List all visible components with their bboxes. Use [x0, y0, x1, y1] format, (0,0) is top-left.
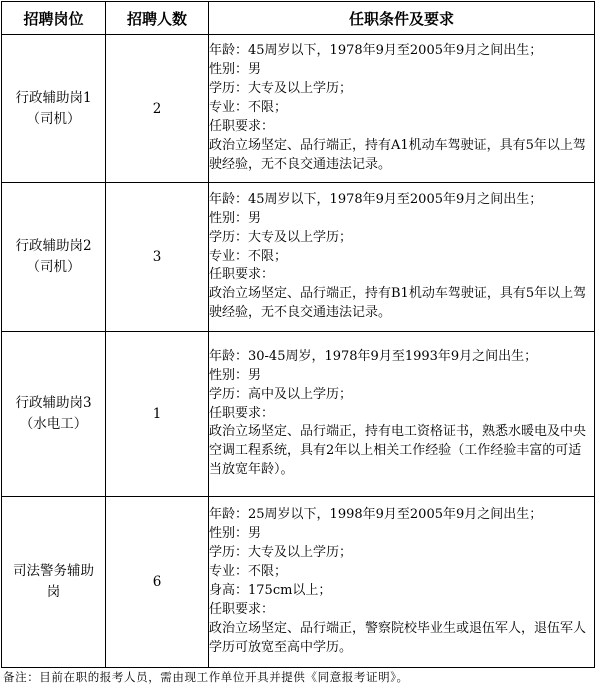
- table-row: [2, 332, 595, 497]
- age-requirement: 年龄：25周岁以下，1998年9月至2005年9月之间出生；: [209, 507, 543, 523]
- position-note: 岗: [46, 584, 61, 600]
- job-requirement-label: 任职要求：: [209, 118, 275, 134]
- requirements-cell: [209, 183, 595, 332]
- position-name: 行政辅助岗3: [15, 395, 92, 411]
- age-requirement: 年龄：45周岁以下，1978年9月至2005年9月之间出生；: [209, 191, 543, 207]
- education-requirement: 学历：高中及以上学历；: [209, 386, 353, 402]
- count-cell: 6: [106, 497, 209, 668]
- age-requirement: 年龄：30-45周岁，1978年9月至1993年9月之间出生；: [209, 348, 538, 364]
- job-requirement-text: 政治立场坚定、品行端正，持有电工资格证书，熟悉水暖电及中央空调工程系统，具有2年以上相关工作经验（工作经验丰富的可适当放宽年龄）。: [209, 424, 587, 478]
- count-cell: 3: [106, 183, 209, 332]
- header-requirements: 任职条件及要求: [209, 2, 595, 35]
- recruitment-table: [1, 1, 595, 668]
- position-note: （司机）: [26, 110, 81, 127]
- gender-requirement: 性别：男: [209, 526, 262, 542]
- job-requirement-label: 任职要求：: [209, 405, 275, 421]
- education-requirement: 学历：大专及以上学历；: [209, 545, 353, 561]
- header-count: 招聘人数: [106, 2, 209, 35]
- job-requirement-label: 任职要求：: [209, 601, 275, 617]
- job-requirement-text: 政治立场坚定、品行端正，持有B1机动车驾驶证，具有5年以上驾驶经验，无不良交通违法记录。: [209, 286, 587, 321]
- position-name: 行政辅助岗2: [15, 238, 92, 254]
- position-note: （水电工）: [19, 416, 88, 432]
- position-cell: [2, 35, 106, 183]
- header-position: 招聘岗位: [2, 2, 106, 35]
- gender-requirement: 性别：男: [209, 210, 262, 226]
- footnote: 备注：目前在职的报考人员，需由现工作单位开具并提供《同意报考证明》。: [3, 670, 409, 684]
- job-requirement-text: 政治立场坚定、品行端正，持有A1机动车驾驶证，具有5年以上驾驶经验，无不良交通违法记录。: [209, 137, 586, 172]
- position-name: 司法警务辅助: [13, 563, 94, 579]
- requirements-cell: [209, 35, 595, 183]
- header-row: [2, 2, 595, 35]
- table-row: [2, 35, 595, 183]
- gender-requirement: 性别：男: [209, 62, 262, 78]
- job-requirement-label: 任职要求：: [209, 267, 275, 283]
- gender-requirement: 性别：男: [209, 367, 262, 383]
- table-row: [2, 183, 595, 332]
- position-note: （司机）: [26, 259, 81, 275]
- count-cell: 1: [106, 332, 209, 497]
- major-requirement: 专业：不限；: [209, 248, 288, 264]
- education-requirement: 学历：大专及以上学历；: [209, 229, 353, 245]
- education-requirement: 学历：大专及以上学历；: [209, 81, 353, 97]
- position-cell: [2, 183, 106, 332]
- major-requirement: 专业：不限；: [209, 100, 288, 116]
- age-requirement: 年龄：45周岁以下，1978年9月至2005年9月之间出生；: [209, 43, 543, 59]
- height-requirement: 身高：175cm以上；: [209, 583, 332, 598]
- job-requirement-text: 政治立场坚定、品行端正，警察院校毕业生或退伍军人，退伍军人学历可放宽至高中学历。: [209, 620, 587, 655]
- position-cell: [2, 497, 106, 668]
- position-name: 行政辅助岗1: [15, 89, 92, 106]
- position-cell: [2, 332, 106, 497]
- count-cell: 2: [106, 35, 209, 183]
- requirements-cell: [209, 332, 595, 497]
- requirements-cell: [209, 497, 595, 668]
- table-row: [2, 497, 595, 668]
- major-requirement: 专业：不限；: [209, 564, 288, 580]
